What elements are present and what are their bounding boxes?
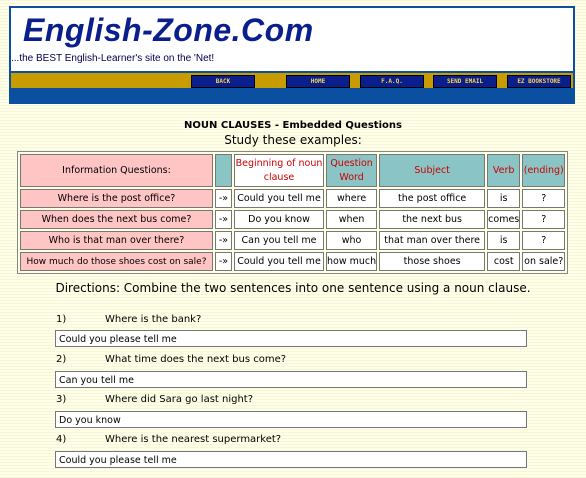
table-row <box>20 210 565 229</box>
exercise-question-text: Where is the nearest supermarket? <box>105 434 282 445</box>
nav-back-button[interactable]: BACK <box>191 75 255 88</box>
site-header <box>9 6 575 104</box>
page-subtitle: Study these examples: <box>224 133 362 147</box>
nav-home-button[interactable]: HOME <box>286 75 350 88</box>
nav-send-email-button[interactable]: SEND EMAIL <box>433 75 497 88</box>
cell-ending: on sale? <box>522 252 565 271</box>
cell-question-word: when <box>326 210 377 229</box>
header-information-questions: Information Questions: <box>20 154 213 187</box>
cell-arrow: -» <box>215 189 232 208</box>
exercise-question-text: Where is the bank? <box>105 314 202 325</box>
cell-arrow: -» <box>215 252 232 271</box>
cell-question-word: who <box>326 231 377 250</box>
cell-verb: comes <box>487 210 520 229</box>
site-tagline: ...the BEST English-Learner's site on the 'Net! <box>11 53 215 64</box>
answer-field[interactable]: Could you please tell me <box>55 451 527 468</box>
directions-text: Directions: Combine the two sentences into one sentence using a noun clause. <box>55 281 531 295</box>
exercise-question <box>56 431 529 448</box>
table-row <box>20 231 565 250</box>
answer-field[interactable]: Could you please tell me <box>55 330 527 347</box>
header-subject: Subject <box>379 154 485 187</box>
exercise-number: 2) <box>56 354 67 365</box>
cell-verb: is <box>487 189 520 208</box>
cell-arrow: -» <box>215 231 232 250</box>
cell-beginning: Can you tell me <box>234 231 324 250</box>
header-ending: (ending) <box>522 154 565 187</box>
cell-question: When does the next bus come? <box>20 210 213 229</box>
cell-beginning: Do you know <box>234 210 324 229</box>
nav-ez-bookstore-button[interactable]: EZ BOOKSTORE <box>507 75 571 88</box>
cell-verb: cost <box>487 252 520 271</box>
header-question-word: Question Word <box>326 154 377 187</box>
cell-subject: that man over there <box>379 231 485 250</box>
exercise-question-text: Where did Sara go last night? <box>105 394 254 405</box>
answer-field[interactable]: Can you tell me <box>55 371 527 388</box>
header-beginning-clause: Beginning of noun clause <box>234 154 324 187</box>
nav-faq-button[interactable]: F.A.Q. <box>360 75 424 88</box>
cell-subject: the post office <box>379 189 485 208</box>
table-row <box>20 252 565 271</box>
cell-question-word: where <box>326 189 377 208</box>
cell-question: How much do those shoes cost on sale? <box>20 252 213 271</box>
exercise-number: 3) <box>56 394 67 405</box>
answer-field[interactable]: Do you know <box>55 411 527 428</box>
cell-question: Where is the post office? <box>20 189 213 208</box>
cell-ending: ? <box>522 189 565 208</box>
cell-question-word: how much <box>326 252 377 271</box>
exercise-question-text: What time does the next bus come? <box>105 354 287 365</box>
cell-beginning: Could you tell me <box>234 252 324 271</box>
exercise-question <box>56 311 529 328</box>
header-verb: Verb <box>487 154 520 187</box>
cell-ending: ? <box>522 210 565 229</box>
site-logo[interactable]: English-Zone.Com <box>23 12 314 48</box>
cell-subject: the next bus <box>379 210 485 229</box>
table-row <box>20 189 565 208</box>
nav-bar <box>11 73 573 88</box>
exercise-question <box>56 351 529 368</box>
cell-question: Who is that man over there? <box>20 231 213 250</box>
exercise-number: 4) <box>56 434 67 445</box>
cell-arrow: -» <box>215 210 232 229</box>
page-title: NOUN CLAUSES - Embedded Questions <box>184 120 402 131</box>
cell-verb: is <box>487 231 520 250</box>
exercise-question <box>56 391 529 408</box>
header-banner <box>11 8 573 71</box>
exercise-number: 1) <box>56 314 67 325</box>
examples-table <box>17 151 568 274</box>
cell-ending: ? <box>522 231 565 250</box>
table-header-row <box>20 154 565 187</box>
cell-beginning: Could you tell me <box>234 189 324 208</box>
cell-subject: those shoes <box>379 252 485 271</box>
header-arrow <box>215 154 232 187</box>
